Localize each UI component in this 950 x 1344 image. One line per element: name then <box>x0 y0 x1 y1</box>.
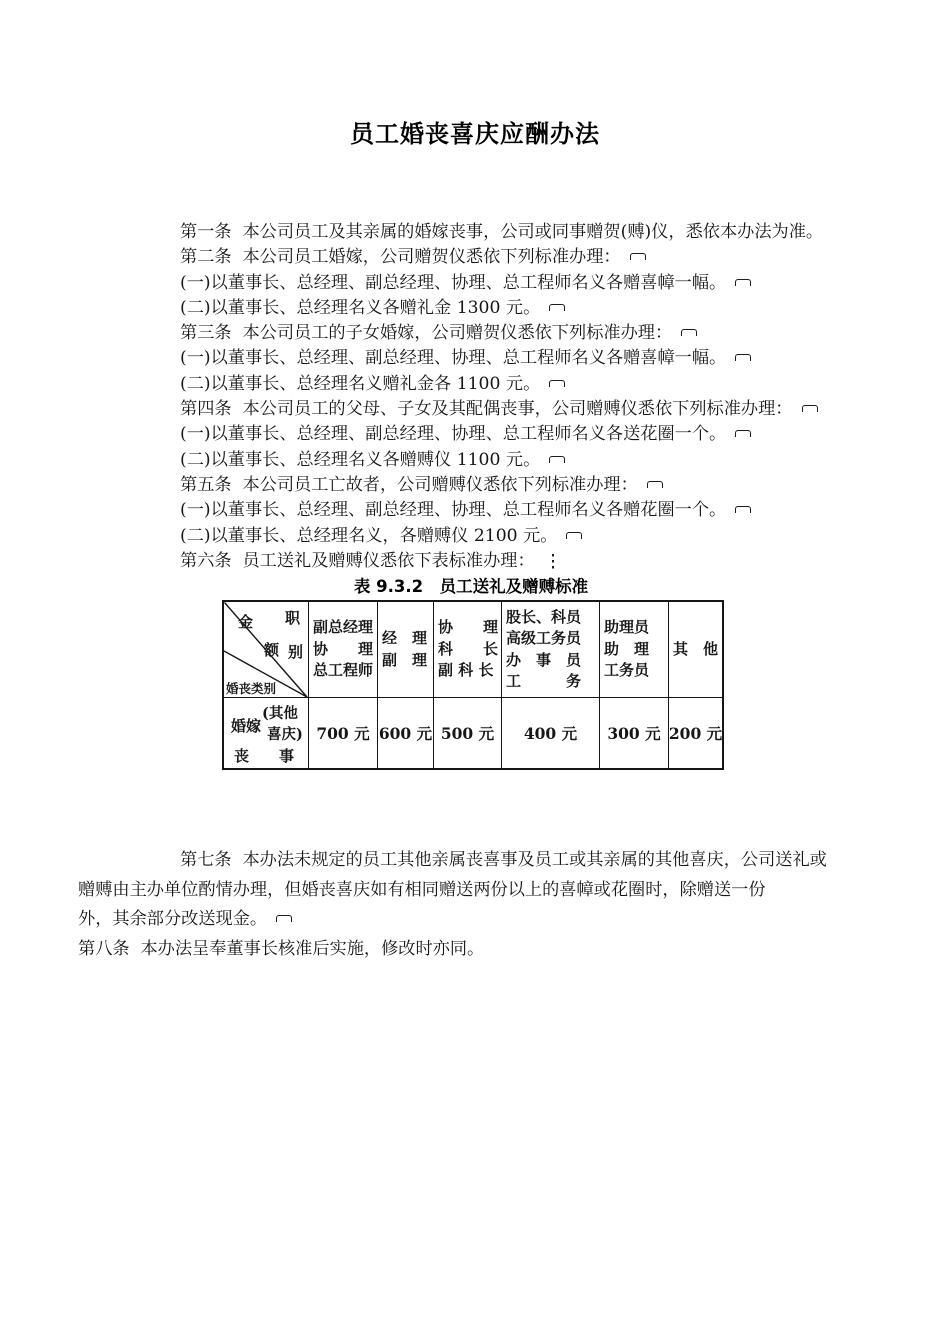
paragraph-mark-icon <box>566 532 582 539</box>
amount-cell: 400 元 <box>501 698 599 768</box>
article-text: (一)以董事长、总经理、副总经理、协理、总工程师名义各赠喜幛一幅。 <box>180 348 727 369</box>
row-label-secondary: 丧 事 <box>234 747 295 765</box>
article-text: 第七条 本办法未规定的员工其他亲属丧喜事及员工或其亲属的其他喜庆，公司送礼或 <box>180 850 827 870</box>
row-label-note: 喜庆) <box>267 726 303 743</box>
article-text: (二)以董事长、总经理名义赠礼金各 1100 元。 <box>180 373 541 394</box>
article-text: (一)以董事长、总经理、副总经理、协理、总工程师名义各赠喜幛一幅。 <box>180 272 727 293</box>
row-label-main: 婚嫁 <box>231 717 262 735</box>
table-corner-cell <box>224 602 308 698</box>
article-line <box>180 448 823 473</box>
article-line <box>180 220 823 245</box>
article-line <box>180 245 823 270</box>
column-header: 协 理 科 长 副 科 长 <box>433 602 501 698</box>
document-title: 员工婚丧喜庆应酬办法 <box>350 119 600 148</box>
row-label-note: (其他 <box>262 705 298 722</box>
article-line <box>180 397 823 422</box>
article-text: 第四条 本公司员工的父母、子女及其配偶丧事，公司赠赙仪悉依下列标准办理： <box>180 399 793 420</box>
article-line <box>180 372 823 397</box>
article-line <box>180 549 823 574</box>
corner-grade-char: 职 <box>285 609 301 627</box>
column-header: 助理员 助 理 工务员 <box>599 602 668 698</box>
article-text: 第三条 本公司员工的子女婚嫁，公司赠贺仪悉依下列标准办理： <box>180 323 673 344</box>
paragraph-mark-icon <box>681 329 697 336</box>
paragraph-mark-icon <box>549 304 565 311</box>
corner-amount-char: 金 <box>238 613 254 631</box>
paragraph-mark-icon <box>735 506 751 513</box>
article-line <box>78 876 827 906</box>
articles-block <box>180 220 823 574</box>
article-text: 第五条 本公司员工亡故者，公司赠赙仪悉依下列标准办理： <box>180 474 638 495</box>
article-text: (一)以董事长、总经理、副总经理、协理、总工程师名义各送花圈一个。 <box>180 424 727 445</box>
article-line <box>78 905 827 935</box>
article-text: 赠赙由主办单位酌情办理，但婚丧喜庆如有相同赠送两份以上的喜幛或花圈时，除赠送一份 <box>78 879 766 900</box>
corner-amount-char: 额 <box>264 641 280 659</box>
article-text: 第八条 本办法呈奉董事长核准后实施，修改时亦同。 <box>78 938 485 959</box>
column-header: 副总经理 协 理 总工程师 <box>308 602 377 698</box>
article-text: 第六条 员工送礼及赠赙仪悉依下表标准办理： <box>180 550 535 571</box>
paragraph-mark-icon <box>647 481 663 488</box>
row-label-cell <box>224 698 308 768</box>
article-text: (二)以董事长、总经理名义，各赠赙仪 2100 元。 <box>180 525 558 546</box>
article-text: 第一条 本公司员工及其亲属的婚嫁丧事，公司或同事赠贺(赙)仪，悉依本办法为准。 <box>180 222 824 242</box>
gift-standards-table <box>222 600 724 770</box>
table-caption: 表 9.3.2 员工送礼及赠赙标准 <box>353 577 589 596</box>
article-text: 外，其余部分改送现金。 <box>78 909 268 930</box>
paragraph-mark-icon <box>802 405 818 412</box>
amount-cell: 200 元 <box>668 698 722 768</box>
amount-cell: 500 元 <box>433 698 501 768</box>
article-line <box>180 498 823 523</box>
paragraph-mark-icon <box>549 380 565 387</box>
paragraph-mark-icon <box>552 554 555 569</box>
amount-cell: 600 元 <box>377 698 433 768</box>
paragraph-mark-icon <box>276 915 292 922</box>
article-line <box>180 296 823 321</box>
corner-category-label: 婚丧类别 <box>226 681 277 696</box>
paragraph-mark-icon <box>630 253 646 260</box>
article-line <box>180 524 823 549</box>
article-text: (二)以董事长、总经理名义各赠赙仪 1100 元。 <box>180 449 541 470</box>
paragraph-mark-icon <box>549 456 565 463</box>
column-header: 经 理 副 理 <box>377 602 433 698</box>
article-line <box>78 846 827 876</box>
corner-grade-char: 别 <box>288 643 304 661</box>
article-line <box>180 321 823 346</box>
column-header: 股长、科员 高级工务员 办 事 员 工 务 <box>501 602 599 698</box>
amount-cell: 300 元 <box>599 698 668 768</box>
closing-block <box>78 846 827 964</box>
article-text: 第二条 本公司员工婚嫁，公司赠贺仪悉依下列标准办理： <box>180 247 621 268</box>
paragraph-mark-icon <box>735 279 751 286</box>
paragraph-mark-icon <box>735 354 751 361</box>
column-header: 其 他 <box>668 602 722 698</box>
article-line <box>180 473 823 498</box>
article-line <box>78 935 827 965</box>
article-text: (一)以董事长、总经理、副总经理、协理、总工程师名义各赠花圈一个。 <box>180 500 727 521</box>
article-line <box>180 422 823 447</box>
article-text: (二)以董事长、总经理名义各赠礼金 1300 元。 <box>180 297 541 318</box>
article-line <box>180 271 823 296</box>
amount-cell: 700 元 <box>308 698 377 768</box>
paragraph-mark-icon <box>735 430 751 437</box>
article-line <box>180 346 823 371</box>
